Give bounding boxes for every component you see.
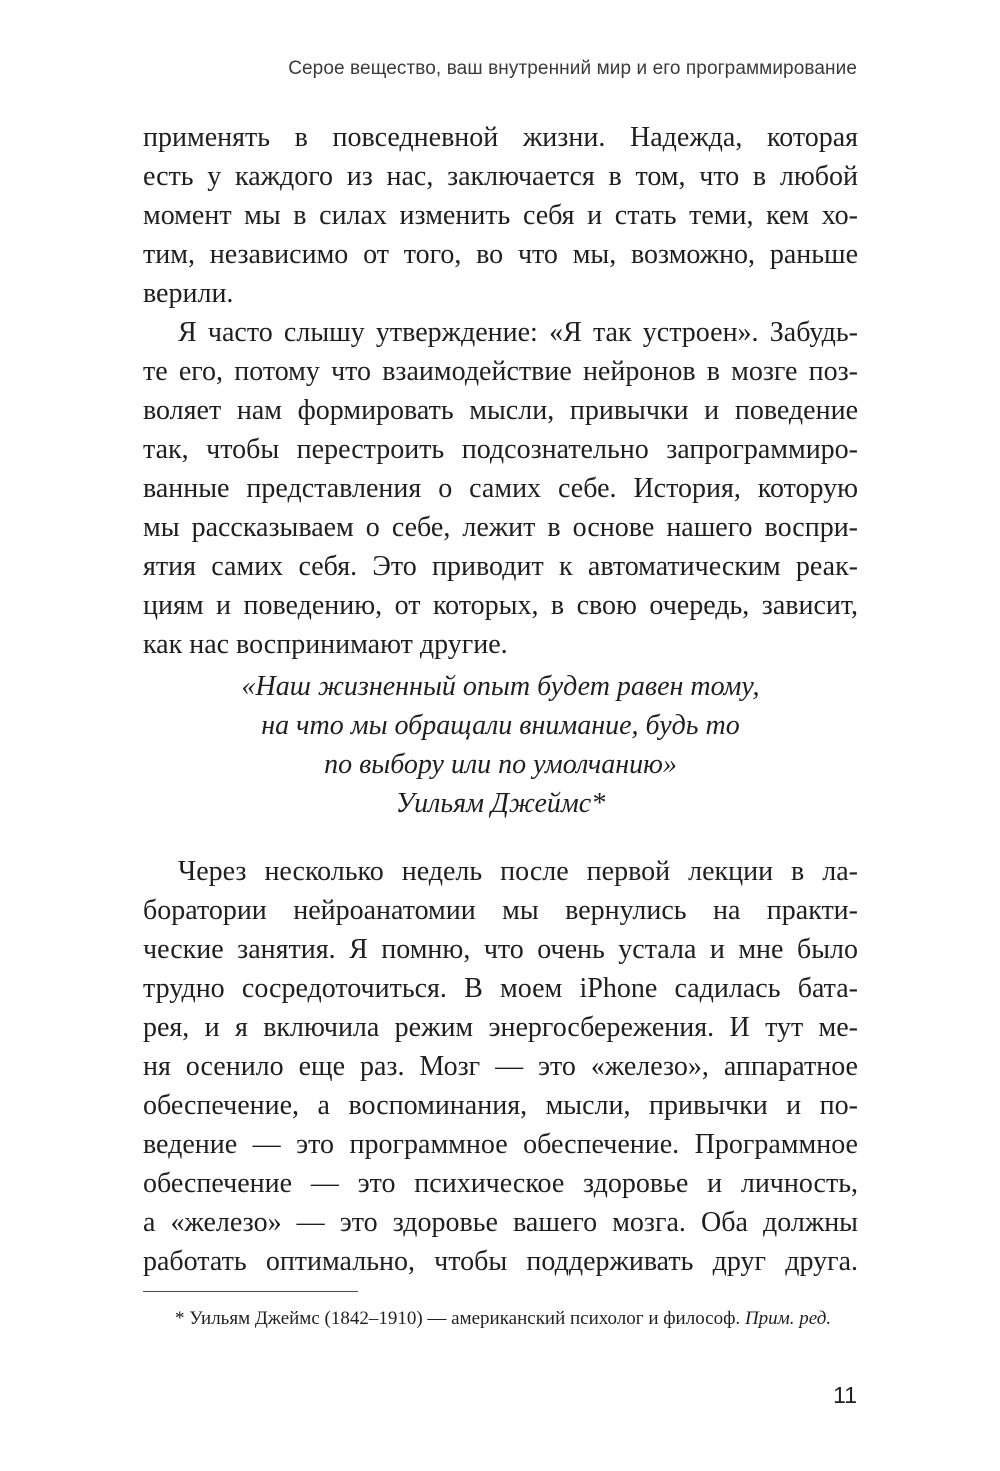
footnote-editor-note: Прим. ред. [744,1308,832,1329]
paragraph-line: момент мы в силах изменить себя и стать теми, кем хо- [143,200,858,231]
paragraph-line: боратории нейроанатомии мы вернулись на практи- [143,895,858,926]
quote-author: Уильям Джеймс* [395,788,606,819]
page-number: 11 [833,1382,857,1408]
paragraph-line: тим, независимо от того, во что мы, возможно, раньше [143,239,858,270]
paragraph-line: Через несколько недель после первой лекции в ла- [178,856,858,887]
paragraph-line: есть у каждого из нас, заключается в том, что в любой [143,161,858,192]
quote-line: по выбору или по умолчанию» [324,749,677,780]
paragraph-line: работать оптимально, чтобы поддерживать друг друга. [143,1246,858,1277]
paragraph-line: обеспечение — это психическое здоровье и личность, [143,1168,858,1199]
paragraph-line: трудно сосредоточиться. В моем iPhone садилась бата- [143,973,858,1004]
paragraph-line: обеспечение, а воспоминания, мысли, привычки и по- [143,1090,858,1121]
running-title: Серое вещество, ваш внутренний мир и его программирование [288,58,857,79]
paragraph-line: рея, и я включила режим энергосбережения. И тут ме- [143,1012,858,1043]
paragraph-line: как нас воспринимают другие. [143,629,508,660]
paragraph-line: ня осенило еще раз. Мозг — это «железо», аппаратное [143,1051,858,1082]
paragraph-line: циям и поведению, от которых, в свою очередь, зависит, [143,590,858,621]
paragraph-line: ческие занятия. Я помню, что очень устала и мне было [143,934,858,965]
quote-line: на что мы обращали внимание, будь то [261,710,740,741]
footnote-text: * Уильям Джеймс (1842–1910) — американский психолог и философ. [175,1308,741,1329]
paragraph-line: а «железо» — это здоровье вашего мозга. Оба должны [143,1207,858,1238]
epigraph-quote [143,667,858,823]
footnote [175,1308,831,1330]
paragraph-1 [143,118,858,313]
paragraph-3 [143,852,858,1281]
paragraph-line: ведение — это программное обеспечение. Программное [143,1129,858,1160]
paragraph-line: ятия самих себя. Это приводит к автоматическим реак- [143,551,858,582]
paragraph-line: воляет нам формировать мысли, привычки и поведение [143,395,858,426]
paragraph-line: применять в повседневной жизни. Надежда, которая [143,122,858,153]
paragraph-line: Я часто слышу утверждение: «Я так устроен». Забудь- [178,317,858,348]
paragraph-line: верили. [143,278,234,309]
paragraph-line: те его, потому что взаимодействие нейронов в мозге поз- [143,356,858,387]
paragraph-line: мы рассказываем о себе, лежит в основе нашего воспри- [143,512,858,543]
quote-line: «Наш жизненный опыт будет равен тому, [241,671,760,702]
paragraph-2 [143,313,858,664]
footnote-divider [143,1291,358,1292]
paragraph-line: ванные представления о самих себе. История, которую [143,473,858,504]
paragraph-line: так, чтобы перестроить подсознательно запрограммиро- [143,434,858,465]
